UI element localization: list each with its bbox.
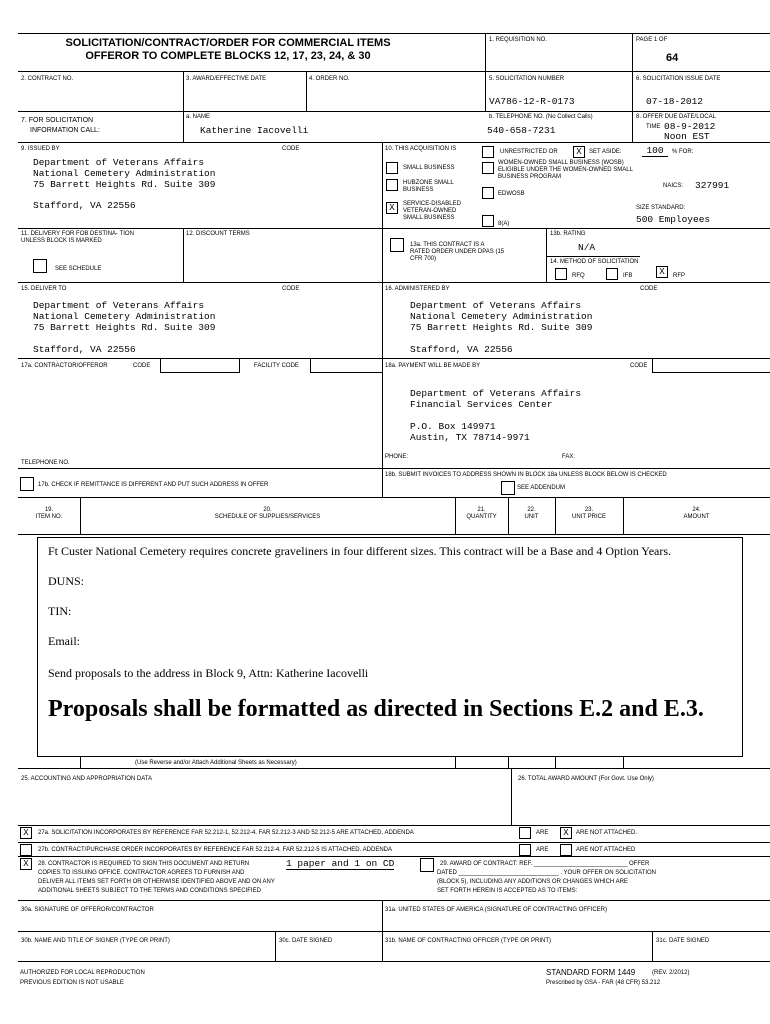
- sdvosb-label: SERVICE-DISABLED VETERAN-OWNED SMALL BUSINESS: [403, 201, 461, 221]
- col-title: AMOUNT: [683, 514, 710, 520]
- addendum-checkbox[interactable]: [501, 481, 515, 495]
- col-number: 22.: [527, 507, 536, 513]
- clause-27a-are-checkbox[interactable]: [519, 827, 531, 839]
- requisition-label: 1. REQUISITION NO.: [489, 37, 548, 43]
- clause-27b-text: 27b. CONTRACT/PURCHASE ORDER INCORPORATES BY REFERENCE FAR 52.212-4. FAR 52.212-5 IS ATTACHED. ADDENDA: [38, 847, 392, 853]
- set-aside-percent[interactable]: 100: [642, 145, 668, 157]
- edwosb-label: EDWOSB: [498, 191, 525, 197]
- clause-29-text: DATED ______________________________ . YOUR OFFER ON SOLICITATION: [437, 870, 657, 876]
- contact-name[interactable]: Katherine Iacovelli: [200, 125, 309, 136]
- administered-by-line: National Cemetery Administration: [410, 311, 593, 322]
- col-unit-price: [555, 507, 623, 521]
- deliver-to-line: National Cemetery Administration: [33, 311, 216, 322]
- format-notice: Proposals shall be formatted as directed in Sections E.2 and E.3.: [48, 696, 704, 722]
- rfq-checkbox[interactable]: [555, 268, 567, 280]
- rating-value[interactable]: N/A: [578, 242, 596, 253]
- form-title-line2: OFFEROR TO COMPLETE BLOCKS 12, 17, 23, 24, & 30: [85, 50, 371, 62]
- reverse-note: (Use Reverse and/or Attach Additional Sheets as Necessary): [135, 760, 297, 766]
- clause-29-text: SET FORTH HEREIN IS ACCEPTED AS TO ITEMS:: [437, 888, 578, 894]
- contract-no-label: 2. CONTRACT NO.: [21, 76, 74, 82]
- issued-by-line: Stafford, VA 22556: [33, 200, 136, 211]
- col-title: UNIT: [524, 514, 539, 520]
- col-amount: [623, 507, 770, 521]
- issued-by-code-label: CODE: [282, 146, 300, 152]
- unrestricted-checkbox[interactable]: [482, 146, 494, 158]
- see-schedule-checkbox[interactable]: [33, 259, 47, 273]
- are-not-label: ARE NOT ATTACHED: [576, 847, 636, 853]
- issued-by-label: 9. ISSUED BY: [21, 146, 60, 152]
- offer-due-label: 8. OFFER DUE DATE/LOCAL: [636, 114, 716, 120]
- order-no-label: 4. ORDER NO.: [309, 76, 350, 82]
- ifb-checkbox[interactable]: [606, 268, 618, 280]
- clause-29-text: 29. AWARD OF CONTRACT: REF. ____________________________ OFFER: [440, 861, 650, 867]
- administered-by-line: 75 Barrett Heights Rd. Suite 309: [410, 322, 593, 333]
- clause-27a-checkbox[interactable]: X: [20, 827, 32, 839]
- footer-previous-edition: PREVIOUS EDITION IS NOT USABLE: [20, 980, 124, 986]
- clause-28-text: DELIVER ALL ITEMS SET FORTH OR OTHERWISE IDENTIFIED ABOVE AND ON ANY: [38, 879, 275, 885]
- rfp-label: RFP: [673, 273, 685, 279]
- acquisition-label: 10. THIS ACQUISITION IS: [385, 146, 457, 152]
- col-quantity: [455, 507, 508, 521]
- set-aside-label: SET ASIDE:: [589, 149, 622, 155]
- rated-order-label: 13a. THIS CONTRACT IS A RATED ORDER UNDER DPAS (15 CFR 700): [410, 242, 505, 262]
- administered-by-line: Stafford, VA 22556: [410, 344, 513, 355]
- info-call-label-2: INFORMATION CALL:: [30, 127, 100, 134]
- method-label: 14. METHOD OF SOLICITATION: [550, 259, 639, 265]
- size-standard-label: SIZE STANDARD:: [636, 205, 686, 211]
- solicitation-date-label: 6. SOLICITATION ISSUE DATE: [636, 76, 721, 82]
- are-label: ARE: [536, 830, 549, 836]
- are-label: ARE: [536, 847, 549, 853]
- footer-prescribed: Prescribed by GSA - FAR (48 CFR) 53.212: [546, 980, 661, 986]
- contracting-officer-label: 31b. NAME OF CONTRACTING OFFICER (TYPE OR PRINT): [385, 938, 552, 944]
- payment-code-field[interactable]: [652, 359, 770, 373]
- accounting-label: 25. ACCOUNTING AND APPROPRIATION DATA: [21, 776, 153, 782]
- solicitation-date[interactable]: 07-18-2012: [646, 96, 704, 107]
- fax-label: FAX:: [562, 454, 576, 460]
- col-item-no: [18, 507, 80, 521]
- clause-29-checkbox[interactable]: [420, 858, 434, 872]
- contractor-code-label: CODE: [133, 363, 151, 369]
- hubzone-label: HUBZONE SMALL BUSINESS: [403, 180, 454, 193]
- footer-authorized: AUTHORIZED FOR LOCAL REPRODUCTION: [20, 970, 145, 976]
- administered-by-line: Department of Veterans Affairs: [410, 300, 582, 311]
- wosb-checkbox[interactable]: [482, 162, 494, 174]
- clause-27a-text: 27a. SOLICITATION INCORPORATES BY REFERENCE FAR 52.212-1, 52.212-4. FAR 52.212-3 AND 52.212-5 ARE ATTACHED. ADDENDA: [38, 830, 414, 836]
- col-number: 21.: [477, 507, 486, 513]
- col-title: SCHEDULE OF SUPPLIES/SERVICES: [214, 514, 321, 520]
- tin-label: TIN:: [48, 604, 72, 618]
- eight-a-label: 8(A): [498, 221, 510, 227]
- facility-code-label: FACILITY CODE: [254, 363, 299, 369]
- payment-line: Financial Services Center: [410, 399, 553, 410]
- rfq-label: RFQ: [572, 273, 585, 279]
- award-date-label: 3. AWARD/EFFECTIVE DATE: [186, 76, 267, 82]
- are-not-label: ARE NOT ATTACHED.: [576, 830, 638, 836]
- delivery-fob-label: 11. DELIVERY FOR FOB DESTINA- TION UNLESS BLOCK IS MARKED: [21, 231, 134, 244]
- phone-label: PHONE:: [385, 454, 409, 460]
- clause-28-checkbox[interactable]: X: [20, 858, 32, 870]
- small-business-checkbox[interactable]: [386, 162, 398, 174]
- signer-name-label: 30b. NAME AND TITLE OF SIGNER (TYPE OR PRINT): [21, 938, 170, 944]
- naics-label: NAICS:: [663, 183, 684, 189]
- percent-for-label: % FOR:: [672, 149, 694, 155]
- eight-a-checkbox[interactable]: [482, 215, 494, 227]
- wosb-label: WOMEN-OWNED SMALL BUSINESS (WOSB) ELIGIBLE UNDER THE WOMEN-OWNED SMALL BUSINESS PROGRAM: [498, 160, 633, 180]
- col-number: 20.: [263, 507, 272, 513]
- duns-label: DUNS:: [48, 574, 85, 588]
- clause-27b-are-not-checkbox[interactable]: [560, 844, 572, 856]
- hubzone-checkbox[interactable]: [386, 179, 398, 191]
- officer-date-label: 31c. DATE SIGNED: [656, 938, 710, 944]
- invoice-label: 18b. SUBMIT INVOICES TO ADDRESS SHOWN IN BLOCK 18a UNLESS BLOCK BELOW IS CHECKED: [385, 472, 667, 478]
- sdvosb-checkbox[interactable]: X: [386, 202, 398, 214]
- payment-line: Austin, TX 78714-9971: [410, 432, 530, 443]
- remittance-label: 17b. CHECK IF REMITTANCE IS DIFFERENT AND PUT SUCH ADDRESS IN OFFER: [38, 482, 269, 488]
- footer-revision: (REV. 2/2012): [652, 970, 690, 976]
- clause-27a-are-not-checkbox[interactable]: X: [560, 827, 572, 839]
- time-label: TIME: [646, 124, 661, 130]
- edwosb-checkbox[interactable]: [482, 187, 494, 199]
- schedule-box: [37, 537, 743, 757]
- rfp-checkbox[interactable]: X: [656, 266, 668, 278]
- form-title-line1: SOLICITATION/CONTRACT/ORDER FOR COMMERCIAL ITEMS: [65, 37, 391, 49]
- deliver-to-line: Stafford, VA 22556: [33, 344, 136, 355]
- page-total: 64: [666, 52, 679, 64]
- facility-code-field[interactable]: [310, 359, 383, 373]
- payment-line: Department of Veterans Affairs: [410, 388, 582, 399]
- page-label: PAGE 1 OF: [636, 37, 668, 43]
- deliver-to-line: Department of Veterans Affairs: [33, 300, 205, 311]
- issued-by-line: Department of Veterans Affairs: [33, 157, 205, 168]
- rating-label: 13b. RATING: [550, 231, 586, 237]
- ifb-label: IFB: [623, 273, 633, 279]
- signature-offeror-label: 30a. SIGNATURE OF OFFEROR/CONTRACTOR: [21, 907, 154, 913]
- col-number: 24.: [692, 507, 701, 513]
- small-business-label: SMALL BUSINESS: [403, 165, 455, 171]
- discount-terms-label: 12. DISCOUNT TERMS: [186, 231, 250, 237]
- naics-code[interactable]: 327991: [695, 180, 730, 191]
- see-schedule-label: SEE SCHEDULE: [55, 266, 102, 272]
- total-award-label: 26. TOTAL AWARD AMOUNT (For Govt. Use Only): [518, 776, 654, 782]
- set-aside-checkbox[interactable]: X: [573, 146, 585, 158]
- size-standard[interactable]: 500 Employees: [636, 214, 711, 225]
- clause-28-text: COPIES TO ISSUING OFFICE. CONTRACTOR AGREES TO FURNISH AND: [38, 870, 245, 876]
- col-number: 19.: [44, 507, 54, 513]
- clause-27b-are-checkbox[interactable]: [519, 844, 531, 856]
- footer-standard-form: STANDARD FORM 1449: [546, 968, 636, 977]
- unrestricted-label: UNRESTRICTED OR: [500, 149, 558, 155]
- signature-us-label: 31a. UNITED STATES OF AMERICA (SIGNATURE OF CONTRACTING OFFICER): [385, 907, 608, 913]
- administered-by-label: 16. ADMINISTERED BY: [385, 286, 450, 292]
- rated-order-checkbox[interactable]: [390, 238, 404, 252]
- solicitation-number[interactable]: VA786-12-R-0173: [489, 96, 575, 107]
- payment-label: 18a. PAYMENT WILL BE MADE BY: [385, 363, 481, 369]
- deliver-to-code-label: CODE: [282, 286, 300, 292]
- email-label: Email:: [48, 634, 80, 648]
- contractor-label: 17a. CONTRACTOR/OFFEROR: [21, 363, 108, 369]
- deliver-to-line: 75 Barrett Heights Rd. Suite 309: [33, 322, 216, 333]
- info-call-label-1: 7. FOR SOLICITATION: [21, 117, 94, 124]
- col-title: UNIT PRICE: [572, 514, 606, 520]
- col-number: 23.: [584, 507, 594, 513]
- clause-28-text: 28. CONTRACTOR IS REQUIRED TO SIGN THIS DOCUMENT AND RETURN: [38, 861, 250, 867]
- solicitation-number-label: 5. SOLICITATION NUMBER: [489, 76, 565, 82]
- offer-due-date[interactable]: 08-9-2012: [664, 121, 716, 132]
- col-title: QUANTITY: [466, 514, 497, 520]
- name-label: a. NAME: [186, 114, 211, 120]
- clause-29-text: (BLOCK 5), INCLUDING ANY ADDITIONS OR CHANGES WHICH ARE: [437, 879, 628, 885]
- issued-by-line: 75 Barrett Heights Rd. Suite 309: [33, 179, 216, 190]
- copies-field[interactable]: 1 paper and 1 on CD: [286, 858, 395, 869]
- contact-phone[interactable]: 540-658-7231: [487, 125, 556, 136]
- telephone-label: TELEPHONE NO.: [21, 460, 70, 466]
- send-proposals-text: Send proposals to the address in Block 9, Attn: Katherine Iacovelli: [48, 666, 369, 680]
- clause-27b-checkbox[interactable]: [20, 844, 32, 856]
- payment-code-label: CODE: [630, 363, 648, 369]
- form-title: [18, 37, 438, 63]
- clause-28-text: ADDITIONAL SHEETS SUBJECT TO THE TERMS AND CONDITIONS SPECIFIED: [38, 888, 261, 894]
- contractor-code-field[interactable]: [160, 359, 240, 373]
- telephone-label: b. TELEPHONE NO. (No Collect Calls): [489, 114, 593, 120]
- col-title: ITEM NO.: [35, 514, 63, 520]
- addendum-label: SEE ADDENDUM: [517, 485, 566, 491]
- schedule-description: Ft Custer National Cemetery requires concrete graveliners in four different sizes. This contract will be a Base and 4 Option Years.: [48, 544, 672, 558]
- signer-date-label: 30c. DATE SIGNED: [279, 938, 333, 944]
- offer-due-time[interactable]: Noon EST: [664, 131, 710, 142]
- remittance-checkbox[interactable]: [20, 477, 34, 491]
- deliver-to-label: 15. DELIVER TO: [21, 286, 67, 292]
- issued-by-line: National Cemetery Administration: [33, 168, 216, 179]
- col-unit: [508, 507, 555, 521]
- payment-line: P.O. Box 149971: [410, 421, 496, 432]
- administered-by-code-label: CODE: [640, 286, 658, 292]
- col-schedule: [80, 507, 455, 521]
